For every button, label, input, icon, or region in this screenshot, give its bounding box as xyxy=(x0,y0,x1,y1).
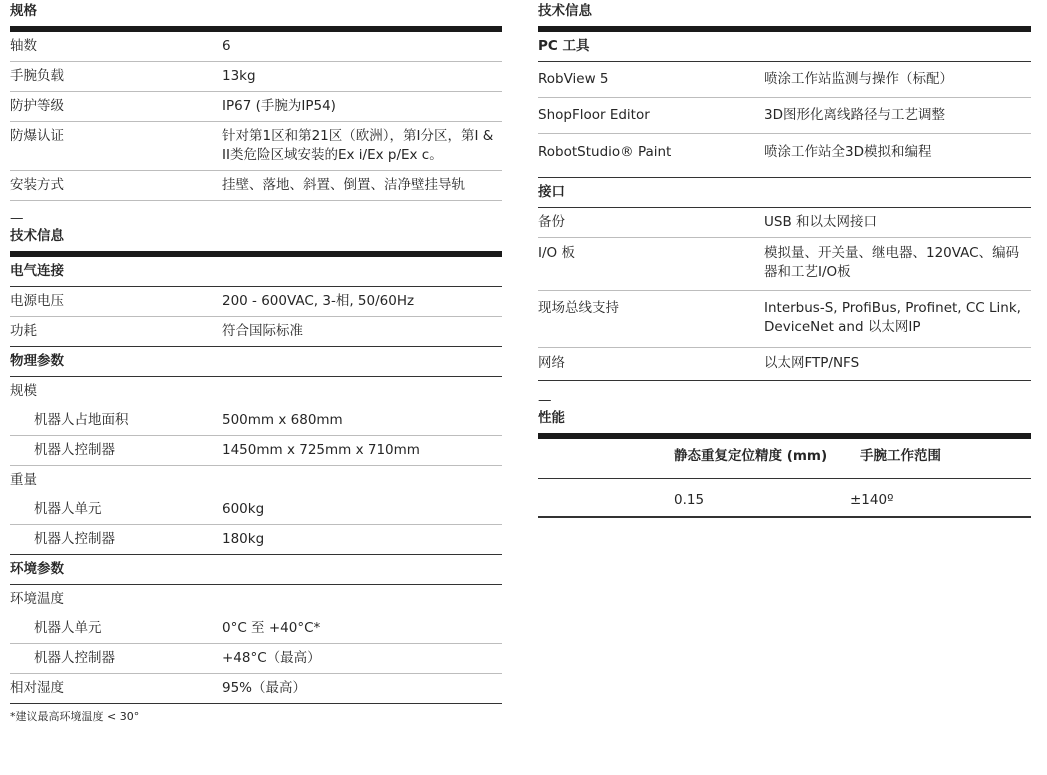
row-key: 轴数 xyxy=(10,38,37,54)
row-key: 手腕负载 xyxy=(10,68,64,84)
row-key: 机器人控制器 xyxy=(34,650,115,666)
temp-row-robot xyxy=(10,614,502,644)
perf-header-row xyxy=(538,439,1031,479)
pc-row-shopfloor xyxy=(538,98,1031,134)
row-value: 180kg xyxy=(222,531,265,547)
row-key: 防爆认证 xyxy=(10,128,64,144)
perf-header-accuracy: 静态重复定位精度 (mm) xyxy=(674,448,828,464)
tech-title-right: 技术信息 xyxy=(538,3,592,19)
iface-row-fieldbus xyxy=(538,291,1031,348)
size-row-footprint xyxy=(10,406,502,436)
row-value: 符合国际标准 xyxy=(222,323,303,339)
row-key: 电源电压 xyxy=(10,293,64,309)
row-value: 1450mm x 725mm x 710mm xyxy=(222,442,420,458)
row-key: RobView 5 xyxy=(538,71,609,87)
iface-row-io xyxy=(538,238,1031,291)
pc-row-robview xyxy=(538,62,1031,98)
row-value: 500mm x 680mm xyxy=(222,412,343,428)
pc-row-robotstudio xyxy=(538,134,1031,178)
iface-row-backup xyxy=(538,208,1031,238)
row-value: 0°C 至 +40°C* xyxy=(222,620,321,636)
elec-title: 电气连接 xyxy=(10,257,502,287)
row-value: 模拟量、开关量、继电器、120VAC、编码器和工艺I/O板 xyxy=(764,245,1020,280)
perf-value-wrist: ±140º xyxy=(850,492,894,508)
size-row-controller xyxy=(10,436,502,466)
spec-title: 规格 xyxy=(10,3,37,19)
spec-row-ex-cert xyxy=(10,122,502,171)
row-key: I/O 板 xyxy=(538,245,575,261)
row-key: 相对湿度 xyxy=(10,680,64,696)
row-key: 网络 xyxy=(538,355,565,371)
elec-row-power xyxy=(10,317,502,347)
size-title: 规模 xyxy=(10,383,37,399)
row-value: 95%（最高） xyxy=(222,680,307,696)
row-key: RobotStudio® Paint xyxy=(538,144,672,160)
spec-row-mounting xyxy=(10,171,502,201)
row-key: 机器人控制器 xyxy=(34,442,115,458)
weight-row-robot xyxy=(10,495,502,525)
env-title: 环境参数 xyxy=(10,555,502,585)
row-key: 现场总线支持 xyxy=(538,300,619,316)
row-key: ShopFloor Editor xyxy=(538,107,650,123)
perf-spacer xyxy=(538,491,674,510)
row-key: 防护等级 xyxy=(10,98,64,114)
row-key: 安装方式 xyxy=(10,177,64,193)
section-dash: — xyxy=(10,210,24,226)
perf-spacer xyxy=(538,447,674,466)
humidity-row xyxy=(10,674,502,704)
row-value: 200 - 600VAC, 3-相, 50/60Hz xyxy=(222,293,415,309)
spec-row-protection xyxy=(10,92,502,122)
row-value: USB 和以太网接口 xyxy=(764,214,878,230)
perf-title: 性能 xyxy=(538,410,565,426)
row-value: Interbus-S, ProfiBus, Profinet, CC Link, DeviceNet and 以太网IP xyxy=(764,300,1021,335)
row-key: 机器人单元 xyxy=(34,620,102,636)
row-value: 喷涂工作站全3D模拟和编程 xyxy=(764,144,932,160)
temp-title: 环境温度 xyxy=(10,591,64,607)
iface-row-network xyxy=(538,348,1031,381)
weight-title: 重量 xyxy=(10,472,37,488)
spec-row-axes xyxy=(10,32,502,62)
right-column xyxy=(538,0,1031,518)
phys-title: 物理参数 xyxy=(10,347,502,377)
row-value: 6 xyxy=(222,38,231,54)
row-value: 针对第1区和第21区（欧洲），第I分区，第I & II类危险区域安装的Ex i/Ex p/Ex c。 xyxy=(222,128,494,163)
row-value: 13kg xyxy=(222,68,256,84)
row-key: 机器人控制器 xyxy=(34,531,115,547)
row-value: +48°C（最高） xyxy=(222,650,321,666)
perf-value-accuracy: 0.15 xyxy=(674,492,705,508)
elec-row-voltage xyxy=(10,287,502,317)
row-value: IP67 (手腕为IP54) xyxy=(222,98,336,114)
section-dash: — xyxy=(538,392,552,408)
footnote: *建议最高环境温度 < 30° xyxy=(10,710,140,723)
interface-title: 接口 xyxy=(538,178,1031,208)
pc-tools-title: PC 工具 xyxy=(538,32,1031,62)
temp-row-controller xyxy=(10,644,502,674)
perf-header-wrist: 手腕工作范围 xyxy=(860,448,941,464)
perf-value-row xyxy=(538,479,1031,518)
row-key: 备份 xyxy=(538,214,565,230)
tech-title: 技术信息 xyxy=(10,228,64,244)
row-value: 以太网FTP/NFS xyxy=(764,355,860,371)
row-key: 功耗 xyxy=(10,323,37,339)
row-key: 机器人占地面积 xyxy=(34,412,129,428)
row-value: 喷涂工作站监测与操作（标配） xyxy=(764,71,953,87)
spec-row-payload xyxy=(10,62,502,92)
row-value: 3D图形化离线路径与工艺调整 xyxy=(764,107,945,123)
row-value: 600kg xyxy=(222,501,265,517)
row-key: 机器人单元 xyxy=(34,501,102,517)
row-value: 挂壁、落地、斜置、倒置、洁净壁挂导轨 xyxy=(222,177,465,193)
left-column xyxy=(10,0,502,723)
weight-row-controller xyxy=(10,525,502,555)
